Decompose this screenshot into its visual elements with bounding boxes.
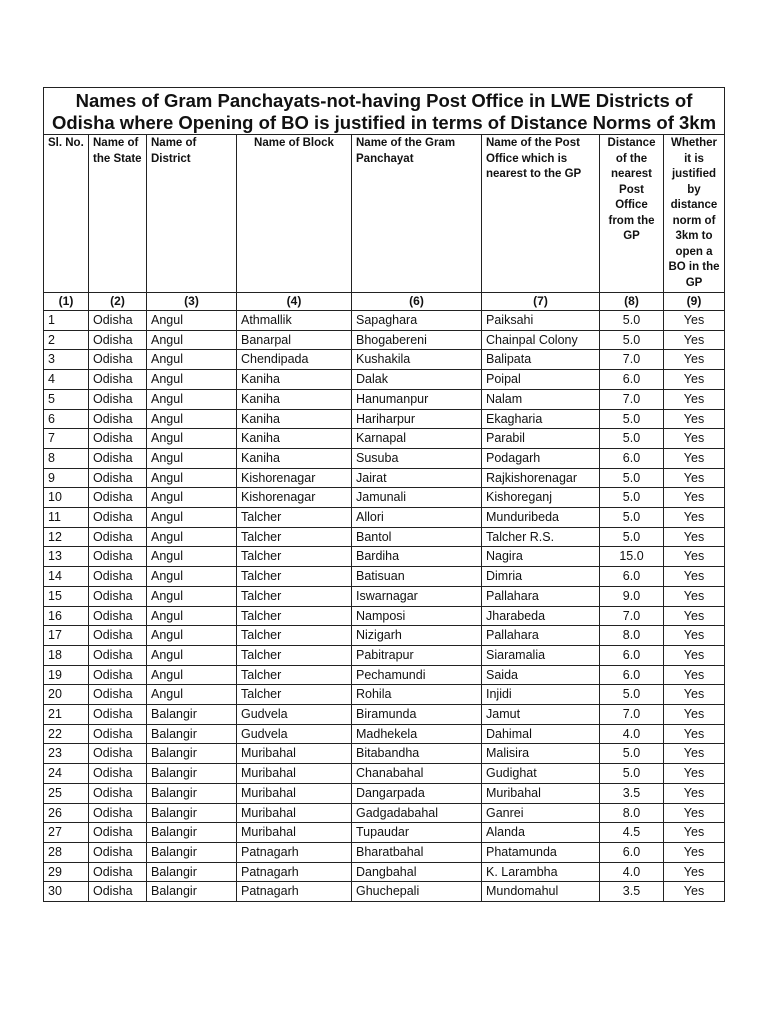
cell-gram-panchayat: Gadgadabahal — [352, 803, 482, 823]
cell-district: Angul — [147, 547, 237, 567]
cell-post-office: Alanda — [482, 823, 600, 843]
column-number: (9) — [664, 293, 725, 311]
cell-block: Muribahal — [237, 823, 352, 843]
cell-gram-panchayat: Sapaghara — [352, 311, 482, 331]
cell-state: Odisha — [89, 823, 147, 843]
cell-post-office: Dahimal — [482, 724, 600, 744]
cell-distance: 5.0 — [600, 429, 664, 449]
cell-distance: 5.0 — [600, 311, 664, 331]
cell-block: Patnagarh — [237, 882, 352, 902]
cell-sl-no: 9 — [44, 468, 89, 488]
cell-state: Odisha — [89, 764, 147, 784]
table-row — [44, 645, 725, 665]
header-district: Name of District — [147, 135, 237, 293]
cell-state: Odisha — [89, 330, 147, 350]
header-sl-no: Sl. No. — [44, 135, 89, 293]
cell-state: Odisha — [89, 842, 147, 862]
cell-distance: 4.5 — [600, 823, 664, 843]
cell-justified: Yes — [664, 567, 725, 587]
table-row — [44, 665, 725, 685]
cell-justified: Yes — [664, 645, 725, 665]
table-row — [44, 330, 725, 350]
cell-post-office: Paiksahi — [482, 311, 600, 331]
cell-justified: Yes — [664, 665, 725, 685]
cell-distance: 5.0 — [600, 744, 664, 764]
cell-state: Odisha — [89, 882, 147, 902]
cell-district: Angul — [147, 370, 237, 390]
cell-state: Odisha — [89, 409, 147, 429]
cell-post-office: Munduribeda — [482, 508, 600, 528]
cell-post-office: Rajkishorenagar — [482, 468, 600, 488]
cell-sl-no: 2 — [44, 330, 89, 350]
table-row — [44, 527, 725, 547]
cell-district: Balangir — [147, 882, 237, 902]
cell-justified: Yes — [664, 685, 725, 705]
header-justified: Whether it is justified by distance norm of 3km to open a BO in the GP — [664, 135, 725, 293]
cell-sl-no: 5 — [44, 389, 89, 409]
cell-district: Balangir — [147, 862, 237, 882]
cell-post-office: Podagarh — [482, 448, 600, 468]
cell-state: Odisha — [89, 508, 147, 528]
table-row — [44, 370, 725, 390]
cell-block: Patnagarh — [237, 842, 352, 862]
table-row — [44, 488, 725, 508]
cell-district: Angul — [147, 330, 237, 350]
cell-post-office: Mundomahul — [482, 882, 600, 902]
cell-sl-no: 16 — [44, 606, 89, 626]
cell-state: Odisha — [89, 389, 147, 409]
cell-block: Kaniha — [237, 448, 352, 468]
table-row — [44, 626, 725, 646]
cell-distance: 15.0 — [600, 547, 664, 567]
cell-sl-no: 17 — [44, 626, 89, 646]
cell-district: Angul — [147, 626, 237, 646]
cell-sl-no: 25 — [44, 783, 89, 803]
cell-state: Odisha — [89, 705, 147, 725]
cell-block: Muribahal — [237, 764, 352, 784]
cell-gram-panchayat: Rohila — [352, 685, 482, 705]
cell-justified: Yes — [664, 508, 725, 528]
cell-post-office: Parabil — [482, 429, 600, 449]
cell-distance: 3.5 — [600, 783, 664, 803]
cell-district: Angul — [147, 606, 237, 626]
cell-post-office: Nalam — [482, 389, 600, 409]
cell-sl-no: 29 — [44, 862, 89, 882]
cell-gram-panchayat: Madhekela — [352, 724, 482, 744]
cell-district: Angul — [147, 527, 237, 547]
cell-gram-panchayat: Bhogabereni — [352, 330, 482, 350]
cell-distance: 5.0 — [600, 330, 664, 350]
cell-block: Kishorenagar — [237, 488, 352, 508]
cell-justified: Yes — [664, 823, 725, 843]
cell-district: Angul — [147, 350, 237, 370]
table-row — [44, 705, 725, 725]
cell-sl-no: 11 — [44, 508, 89, 528]
cell-justified: Yes — [664, 586, 725, 606]
cell-district: Angul — [147, 645, 237, 665]
table-row — [44, 842, 725, 862]
cell-gram-panchayat: Dangarpada — [352, 783, 482, 803]
cell-justified: Yes — [664, 350, 725, 370]
column-number: (4) — [237, 293, 352, 311]
document-page — [43, 87, 724, 902]
cell-sl-no: 26 — [44, 803, 89, 823]
cell-state: Odisha — [89, 606, 147, 626]
cell-post-office: Pallahara — [482, 586, 600, 606]
cell-post-office: Nagira — [482, 547, 600, 567]
cell-sl-no: 23 — [44, 744, 89, 764]
cell-block: Athmallik — [237, 311, 352, 331]
cell-district: Angul — [147, 409, 237, 429]
cell-gram-panchayat: Ghuchepali — [352, 882, 482, 902]
cell-block: Talcher — [237, 527, 352, 547]
cell-district: Angul — [147, 567, 237, 587]
cell-distance: 6.0 — [600, 370, 664, 390]
table-row — [44, 311, 725, 331]
table-row — [44, 350, 725, 370]
cell-block: Banarpal — [237, 330, 352, 350]
cell-block: Muribahal — [237, 744, 352, 764]
cell-sl-no: 7 — [44, 429, 89, 449]
cell-post-office: Balipata — [482, 350, 600, 370]
cell-gram-panchayat: Batisuan — [352, 567, 482, 587]
cell-post-office: Jamut — [482, 705, 600, 725]
column-number: (7) — [482, 293, 600, 311]
cell-district: Angul — [147, 685, 237, 705]
cell-gram-panchayat: Biramunda — [352, 705, 482, 725]
cell-state: Odisha — [89, 803, 147, 823]
cell-state: Odisha — [89, 685, 147, 705]
table-row — [44, 389, 725, 409]
cell-gram-panchayat: Pabitrapur — [352, 645, 482, 665]
cell-district: Balangir — [147, 764, 237, 784]
table-row — [44, 862, 725, 882]
cell-justified: Yes — [664, 409, 725, 429]
cell-post-office: Siaramalia — [482, 645, 600, 665]
table-row — [44, 508, 725, 528]
table-row — [44, 744, 725, 764]
cell-post-office: Chainpal Colony — [482, 330, 600, 350]
header-gram-panchayat: Name of the Gram Panchayat — [352, 135, 482, 293]
cell-sl-no: 28 — [44, 842, 89, 862]
cell-post-office: Muribahal — [482, 783, 600, 803]
table-row — [44, 448, 725, 468]
cell-distance: 4.0 — [600, 862, 664, 882]
cell-state: Odisha — [89, 448, 147, 468]
cell-state: Odisha — [89, 862, 147, 882]
table-row — [44, 567, 725, 587]
cell-gram-panchayat: Susuba — [352, 448, 482, 468]
cell-district: Angul — [147, 488, 237, 508]
cell-block: Kishorenagar — [237, 468, 352, 488]
column-number-row — [44, 293, 725, 311]
cell-sl-no: 8 — [44, 448, 89, 468]
cell-justified: Yes — [664, 547, 725, 567]
post-office-table — [43, 87, 725, 902]
cell-distance: 3.5 — [600, 882, 664, 902]
cell-gram-panchayat: Iswarnagar — [352, 586, 482, 606]
cell-gram-panchayat: Chanabahal — [352, 764, 482, 784]
cell-distance: 5.0 — [600, 468, 664, 488]
cell-gram-panchayat: Bantol — [352, 527, 482, 547]
cell-justified: Yes — [664, 429, 725, 449]
cell-district: Balangir — [147, 842, 237, 862]
cell-sl-no: 22 — [44, 724, 89, 744]
header-state: Name of the State — [89, 135, 147, 293]
table-body — [44, 311, 725, 902]
cell-post-office: Gudighat — [482, 764, 600, 784]
column-number: (1) — [44, 293, 89, 311]
cell-justified: Yes — [664, 370, 725, 390]
cell-gram-panchayat: Nizigarh — [352, 626, 482, 646]
cell-district: Angul — [147, 468, 237, 488]
cell-state: Odisha — [89, 645, 147, 665]
table-row — [44, 606, 725, 626]
table-row — [44, 823, 725, 843]
cell-sl-no: 20 — [44, 685, 89, 705]
cell-gram-panchayat: Kushakila — [352, 350, 482, 370]
cell-justified: Yes — [664, 783, 725, 803]
cell-post-office: K. Larambha — [482, 862, 600, 882]
cell-gram-panchayat: Dalak — [352, 370, 482, 390]
cell-distance: 5.0 — [600, 527, 664, 547]
cell-distance: 9.0 — [600, 586, 664, 606]
table-row — [44, 882, 725, 902]
cell-distance: 5.0 — [600, 508, 664, 528]
cell-sl-no: 27 — [44, 823, 89, 843]
cell-district: Angul — [147, 448, 237, 468]
cell-justified: Yes — [664, 626, 725, 646]
cell-justified: Yes — [664, 764, 725, 784]
cell-block: Talcher — [237, 665, 352, 685]
cell-justified: Yes — [664, 330, 725, 350]
cell-gram-panchayat: Bardiha — [352, 547, 482, 567]
cell-block: Talcher — [237, 586, 352, 606]
cell-block: Muribahal — [237, 783, 352, 803]
cell-block: Gudvela — [237, 705, 352, 725]
cell-gram-panchayat: Pechamundi — [352, 665, 482, 685]
cell-post-office: Phatamunda — [482, 842, 600, 862]
cell-justified: Yes — [664, 606, 725, 626]
cell-district: Balangir — [147, 705, 237, 725]
cell-block: Talcher — [237, 645, 352, 665]
cell-post-office: Dimria — [482, 567, 600, 587]
cell-sl-no: 24 — [44, 764, 89, 784]
cell-district: Angul — [147, 665, 237, 685]
cell-gram-panchayat: Jamunali — [352, 488, 482, 508]
cell-block: Kaniha — [237, 389, 352, 409]
cell-gram-panchayat: Dangbahal — [352, 862, 482, 882]
cell-distance: 4.0 — [600, 724, 664, 744]
cell-post-office: Jharabeda — [482, 606, 600, 626]
cell-district: Balangir — [147, 823, 237, 843]
cell-post-office: Malisira — [482, 744, 600, 764]
column-number: (3) — [147, 293, 237, 311]
cell-district: Angul — [147, 389, 237, 409]
cell-state: Odisha — [89, 665, 147, 685]
cell-block: Kaniha — [237, 429, 352, 449]
cell-justified: Yes — [664, 882, 725, 902]
cell-sl-no: 14 — [44, 567, 89, 587]
cell-justified: Yes — [664, 744, 725, 764]
cell-state: Odisha — [89, 547, 147, 567]
cell-district: Angul — [147, 429, 237, 449]
cell-justified: Yes — [664, 389, 725, 409]
cell-justified: Yes — [664, 448, 725, 468]
cell-block: Talcher — [237, 508, 352, 528]
cell-sl-no: 6 — [44, 409, 89, 429]
table-row — [44, 547, 725, 567]
cell-justified: Yes — [664, 488, 725, 508]
cell-gram-panchayat: Bitabandha — [352, 744, 482, 764]
cell-distance: 8.0 — [600, 803, 664, 823]
header-row — [44, 135, 725, 293]
cell-justified: Yes — [664, 527, 725, 547]
cell-state: Odisha — [89, 429, 147, 449]
cell-justified: Yes — [664, 803, 725, 823]
cell-block: Talcher — [237, 567, 352, 587]
cell-block: Kaniha — [237, 370, 352, 390]
column-number: (6) — [352, 293, 482, 311]
cell-distance: 6.0 — [600, 448, 664, 468]
cell-block: Talcher — [237, 547, 352, 567]
cell-sl-no: 30 — [44, 882, 89, 902]
cell-post-office: Talcher R.S. — [482, 527, 600, 547]
cell-sl-no: 4 — [44, 370, 89, 390]
cell-post-office: Ganrei — [482, 803, 600, 823]
cell-sl-no: 21 — [44, 705, 89, 725]
cell-distance: 5.0 — [600, 488, 664, 508]
cell-state: Odisha — [89, 488, 147, 508]
cell-block: Talcher — [237, 685, 352, 705]
cell-sl-no: 10 — [44, 488, 89, 508]
cell-justified: Yes — [664, 862, 725, 882]
cell-justified: Yes — [664, 311, 725, 331]
table-row — [44, 409, 725, 429]
table-row — [44, 764, 725, 784]
column-number: (2) — [89, 293, 147, 311]
cell-distance: 7.0 — [600, 389, 664, 409]
cell-district: Balangir — [147, 803, 237, 823]
cell-gram-panchayat: Bharatbahal — [352, 842, 482, 862]
cell-block: Muribahal — [237, 803, 352, 823]
cell-gram-panchayat: Allori — [352, 508, 482, 528]
cell-distance: 8.0 — [600, 626, 664, 646]
cell-distance: 6.0 — [600, 567, 664, 587]
cell-state: Odisha — [89, 311, 147, 331]
header-block: Name of Block — [237, 135, 352, 293]
header-nearest-post-office: Name of the Post Office which is nearest to the GP — [482, 135, 600, 293]
cell-distance: 6.0 — [600, 645, 664, 665]
cell-state: Odisha — [89, 626, 147, 646]
cell-distance: 7.0 — [600, 350, 664, 370]
cell-district: Balangir — [147, 783, 237, 803]
cell-post-office: Poipal — [482, 370, 600, 390]
table-row — [44, 586, 725, 606]
cell-gram-panchayat: Hariharpur — [352, 409, 482, 429]
cell-block: Patnagarh — [237, 862, 352, 882]
cell-gram-panchayat: Hanumanpur — [352, 389, 482, 409]
table-row — [44, 429, 725, 449]
cell-justified: Yes — [664, 468, 725, 488]
cell-post-office: Kishoreganj — [482, 488, 600, 508]
cell-state: Odisha — [89, 586, 147, 606]
table-row — [44, 685, 725, 705]
cell-post-office: Injidi — [482, 685, 600, 705]
cell-state: Odisha — [89, 783, 147, 803]
cell-sl-no: 19 — [44, 665, 89, 685]
cell-block: Talcher — [237, 606, 352, 626]
table-row — [44, 783, 725, 803]
cell-distance: 5.0 — [600, 764, 664, 784]
cell-state: Odisha — [89, 527, 147, 547]
cell-district: Angul — [147, 311, 237, 331]
cell-post-office: Ekagharia — [482, 409, 600, 429]
table-row — [44, 468, 725, 488]
cell-gram-panchayat: Karnapal — [352, 429, 482, 449]
cell-sl-no: 13 — [44, 547, 89, 567]
cell-block: Talcher — [237, 626, 352, 646]
cell-gram-panchayat: Tupaudar — [352, 823, 482, 843]
cell-sl-no: 15 — [44, 586, 89, 606]
cell-distance: 6.0 — [600, 842, 664, 862]
cell-distance: 7.0 — [600, 606, 664, 626]
cell-state: Odisha — [89, 350, 147, 370]
cell-distance: 5.0 — [600, 409, 664, 429]
cell-district: Balangir — [147, 724, 237, 744]
cell-gram-panchayat: Namposi — [352, 606, 482, 626]
cell-state: Odisha — [89, 468, 147, 488]
cell-sl-no: 3 — [44, 350, 89, 370]
cell-justified: Yes — [664, 842, 725, 862]
header-distance: Distance of the nearest Post Office from the GP — [600, 135, 664, 293]
cell-gram-panchayat: Jairat — [352, 468, 482, 488]
cell-state: Odisha — [89, 567, 147, 587]
table-title: Names of Gram Panchayats-not-having Post Office in LWE Districts of Odisha where Opening of BO is justified in terms of Distance Norms of 3km — [44, 88, 725, 135]
cell-distance: 7.0 — [600, 705, 664, 725]
cell-state: Odisha — [89, 724, 147, 744]
cell-state: Odisha — [89, 744, 147, 764]
table-row — [44, 724, 725, 744]
cell-district: Angul — [147, 586, 237, 606]
table-row — [44, 803, 725, 823]
cell-sl-no: 18 — [44, 645, 89, 665]
cell-post-office: Pallahara — [482, 626, 600, 646]
cell-justified: Yes — [664, 705, 725, 725]
cell-post-office: Saida — [482, 665, 600, 685]
cell-block: Gudvela — [237, 724, 352, 744]
cell-sl-no: 1 — [44, 311, 89, 331]
cell-state: Odisha — [89, 370, 147, 390]
cell-sl-no: 12 — [44, 527, 89, 547]
cell-block: Chendipada — [237, 350, 352, 370]
column-number: (8) — [600, 293, 664, 311]
cell-distance: 5.0 — [600, 685, 664, 705]
cell-block: Kaniha — [237, 409, 352, 429]
cell-justified: Yes — [664, 724, 725, 744]
cell-district: Balangir — [147, 744, 237, 764]
cell-distance: 6.0 — [600, 665, 664, 685]
cell-district: Angul — [147, 508, 237, 528]
